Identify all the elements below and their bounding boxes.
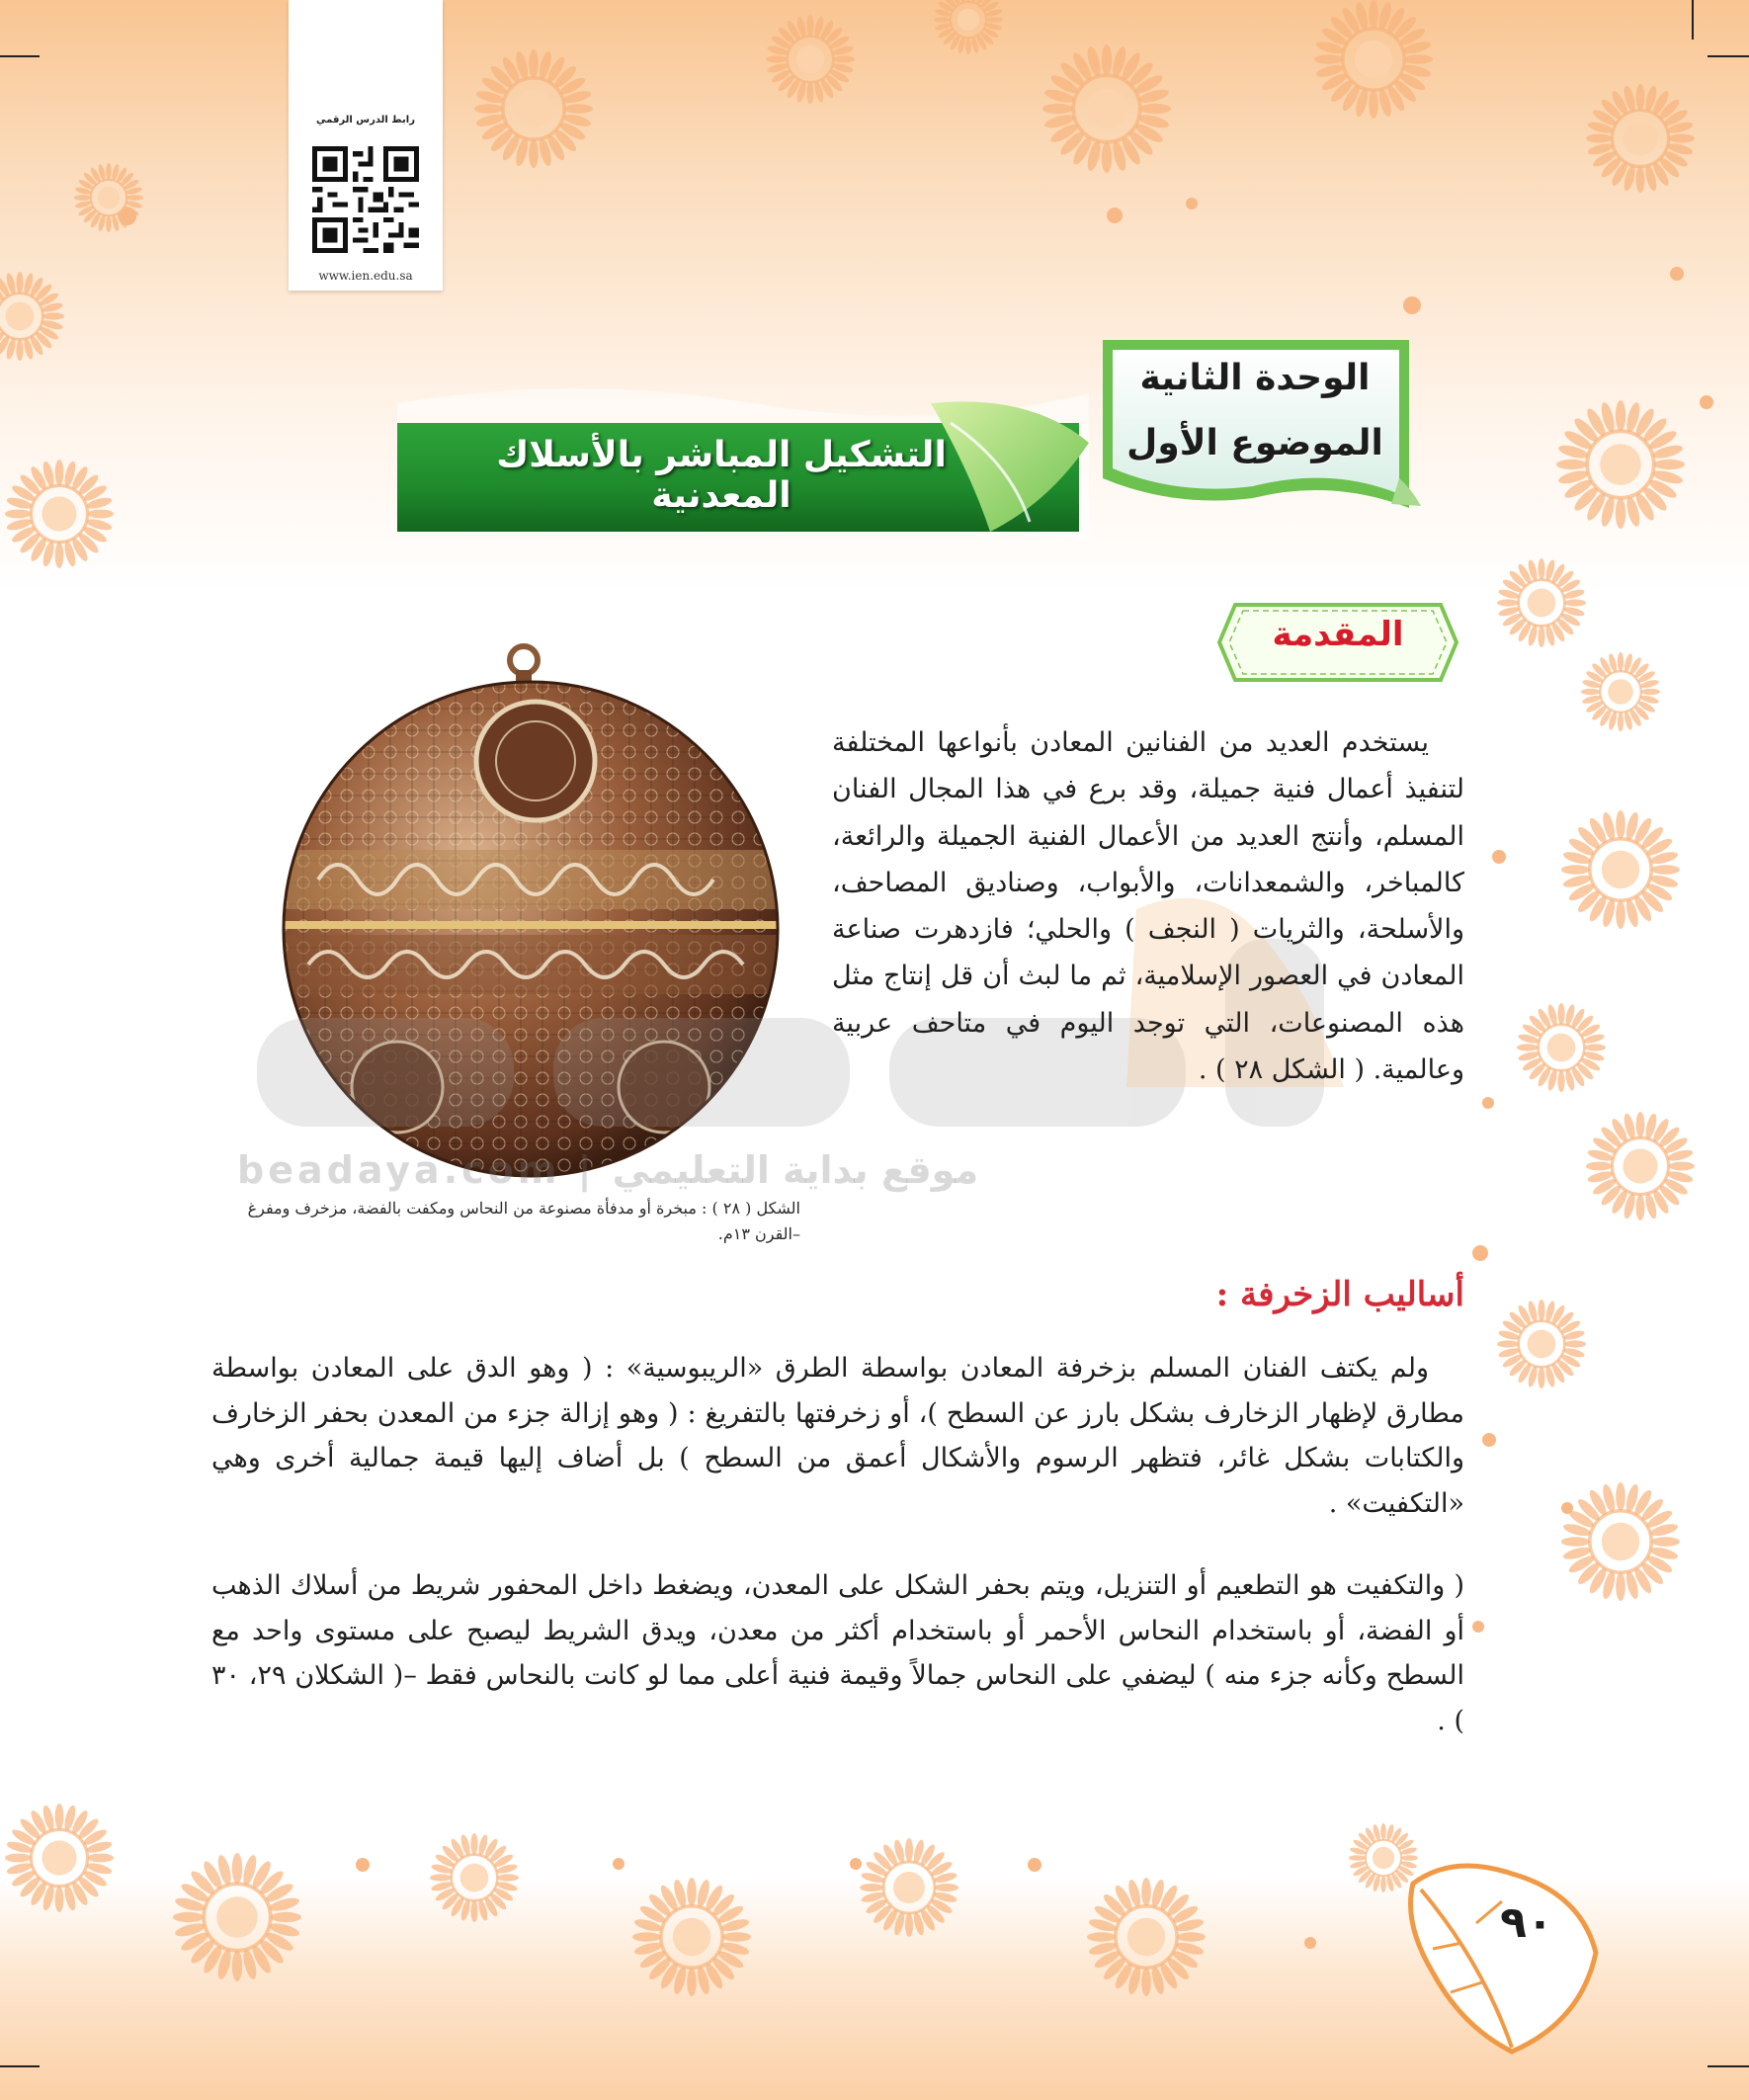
decorative-dot bbox=[356, 1858, 370, 1872]
sun-ornament bbox=[632, 1878, 751, 1996]
sun-ornament bbox=[934, 0, 1003, 54]
figure-caption: الشكل ( ٢٨ ) : مبخرة أو مدفأة مصنوعة من النحاس ومكفت بالفضة، مزخرف ومفرغ –القرن ١٣م. bbox=[247, 1199, 800, 1243]
qr-code-icon[interactable] bbox=[312, 146, 419, 253]
sun-ornament bbox=[1561, 1482, 1680, 1601]
sun-ornament bbox=[5, 460, 114, 568]
sun-ornament bbox=[0, 272, 64, 361]
watermark-text: beadaya.com | موقع بداية التعليمي bbox=[237, 1148, 979, 1192]
sun-ornament bbox=[1042, 44, 1171, 173]
sun-ornament bbox=[5, 1804, 114, 1912]
sun-ornament bbox=[1586, 1112, 1695, 1220]
section-heading: أساليب الزخرفة : bbox=[1215, 1275, 1464, 1314]
sun-ornament bbox=[1087, 1878, 1206, 1996]
decorative-dot bbox=[850, 1858, 862, 1870]
sun-ornament bbox=[1314, 0, 1433, 119]
sun-ornament bbox=[1497, 1300, 1586, 1388]
qr-card[interactable] bbox=[289, 0, 443, 291]
intro-paragraph bbox=[832, 719, 1464, 1093]
crop-mark bbox=[1707, 55, 1749, 57]
decorative-dot bbox=[1492, 850, 1506, 864]
decorative-dot bbox=[1700, 395, 1713, 409]
crop-mark bbox=[0, 55, 40, 57]
decorative-dot bbox=[1304, 1937, 1316, 1949]
decorative-dot bbox=[1028, 1858, 1041, 1872]
intro-heading: المقدمة bbox=[1272, 615, 1404, 654]
decorative-dot bbox=[1472, 1245, 1488, 1261]
decorative-dot bbox=[119, 208, 136, 225]
sun-ornament bbox=[1556, 400, 1685, 529]
body-paragraph-1 bbox=[211, 1346, 1464, 1526]
decorative-dot bbox=[1670, 267, 1684, 281]
decorative-dot bbox=[1482, 1097, 1494, 1109]
page-number: ٩٠ bbox=[1500, 1897, 1553, 1948]
lesson-title: التشكيل المباشر بالأسلاك المعدنية bbox=[496, 435, 947, 516]
sun-ornament bbox=[1497, 558, 1586, 647]
body-paragraph-1-text: ولم يكتف الفنان المسلم بزخرفة المعادن بواسطة الطرق «الريبوسية» : ( وهو الدق على المعادن بواسطة مطارق لإظهار الزخارف بشكل بارز عن السطح )، أو زخرفتها بالتفريغ : ( وهو إزالة جزء من المعدن بحفر الزخارف والكتابات بشكل غائر، فتظهر الرسوم والأشكال أعمق من السطح ) بل أضاف إليها قيمة جمالية أخرى وهي «التكفيت» . bbox=[211, 1353, 1464, 1519]
body-paragraph-2-text: ( والتكفيت هو التطعيم أو التنزيل، ويتم بحفر الشكل على المعدن، ويضغط داخل المحفور شريط من أسلاك الذهب أو الفضة، أو باستخدام النحاس الأحمر أو باستخدام أكثر من معدن، ويدق الشريط ليصبح على مستوى واحد مع السطح وكأنه جزء منه ) ليضفي على النحاس جمالاً وقيمة فنية أعلى مما لو كانت بالنحاس فقط –( الشكلان ٢٩، ٣٠ ) . bbox=[211, 1570, 1464, 1736]
decorative-dot bbox=[613, 1858, 625, 1870]
sun-ornament bbox=[430, 1833, 519, 1922]
qr-url[interactable]: www.ien.edu.sa bbox=[318, 269, 413, 283]
body-paragraph-2 bbox=[211, 1563, 1464, 1743]
sun-ornament bbox=[1517, 1003, 1606, 1092]
unit-name: الوحدة الثانية bbox=[1139, 358, 1371, 398]
sun-ornament bbox=[173, 1853, 301, 1981]
decorative-dot bbox=[1186, 198, 1198, 210]
sun-ornament bbox=[1586, 84, 1695, 193]
decorative-dot bbox=[1482, 1433, 1496, 1447]
crop-mark bbox=[1692, 0, 1694, 40]
sun-ornament bbox=[1561, 810, 1680, 929]
crop-mark bbox=[0, 2065, 40, 2067]
page-number-leaf bbox=[1393, 1854, 1621, 2061]
sun-ornament bbox=[766, 15, 855, 104]
decorative-dot bbox=[1561, 1502, 1573, 1514]
qr-label: رابط الدرس الرقمي bbox=[316, 115, 415, 126]
sun-ornament bbox=[860, 1838, 958, 1937]
sun-ornament bbox=[1581, 652, 1660, 731]
topic-name: الموضوع الأول bbox=[1126, 423, 1383, 463]
sun-ornament bbox=[474, 49, 593, 168]
decorative-dot bbox=[1403, 296, 1421, 314]
intro-paragraph-text: يستخدم العديد من الفنانين المعادن بأنواعها المختلفة لتنفيذ أعمال فنية جميلة، وقد برع في هذا المجال الفنان المسلم، وأنتج العديد من الأعمال الفنية الجميلة والرائعة، كالمباخر، والشمعدانات، والأبواب، وصناديق المصاحف، والأسلحة، والثريات ( النجف ) والحلي؛ فازدهرت صناعة المعادن في العصور الإسلامية، ثم ما لبث أن قل إنتاج مثل هذه المصنوعات، التي توجد اليوم في متاحف عربية وعالمية. ( الشكل ٢٨ ) . bbox=[832, 727, 1464, 1086]
crop-mark bbox=[1707, 2065, 1749, 2067]
decorative-dot bbox=[1107, 208, 1123, 223]
decorative-dot bbox=[1472, 1621, 1484, 1633]
